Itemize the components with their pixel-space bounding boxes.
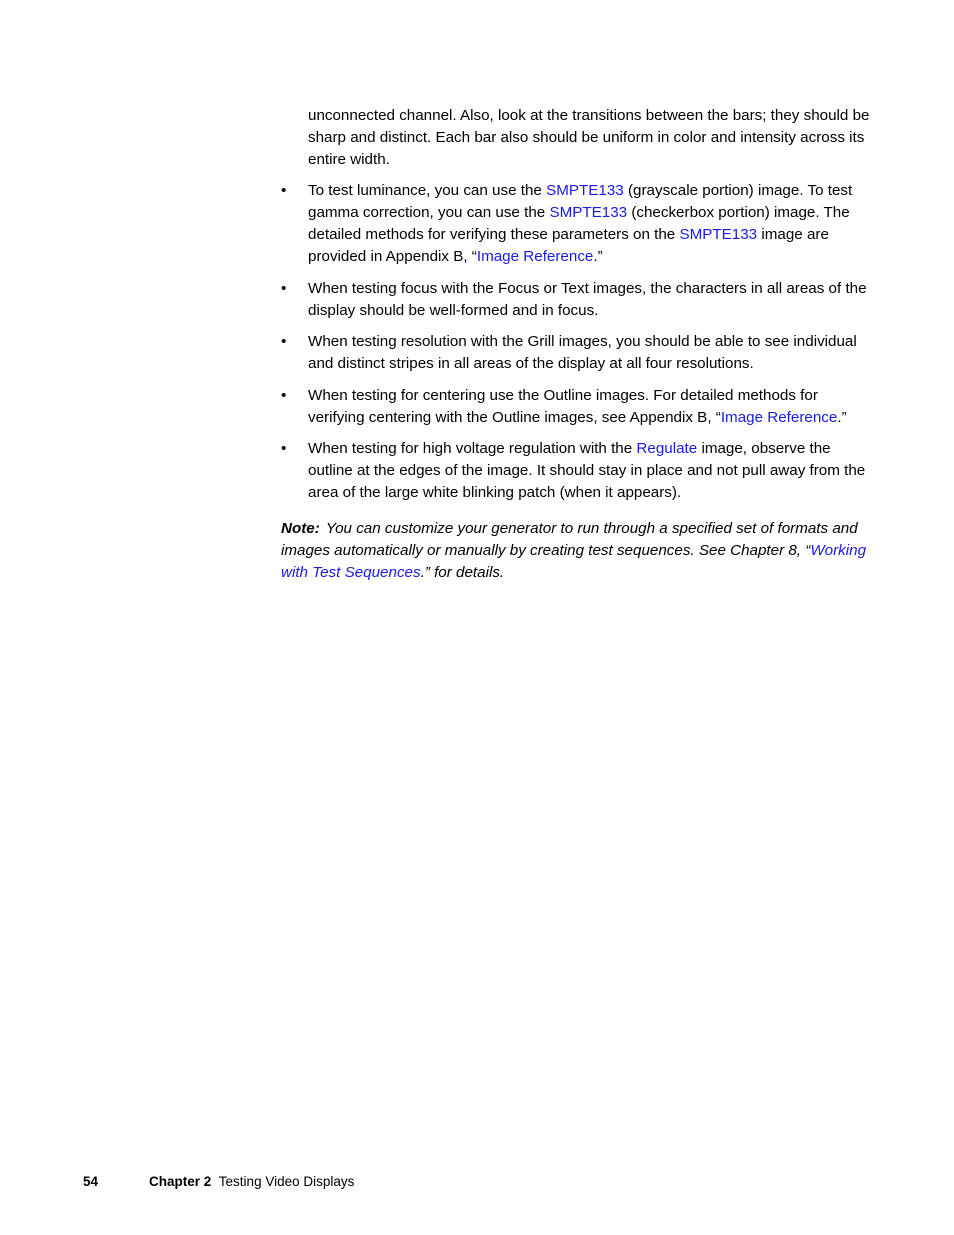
bullet-text: (grayscale portion) image. To test gamma correction, you can use the [308,182,853,221]
note-label: Note: [281,520,320,537]
bullet-text: image, observe the outline at the edges of the image. It should stay in place and not pull away from the area of the large white blinking patch (when it appears). [308,440,866,501]
smpte133-link[interactable]: SMPTE133 [679,226,758,243]
page-body [281,105,871,584]
bullet-text: .” [837,408,847,426]
bullet-item-focus [281,278,871,322]
note-text: You can customize your generator to run through a specified set of formats and images automatically or manually by creating test sequences. See Chapter 8, “ [281,520,858,559]
bullet-text: When testing for high voltage regulation with the [308,440,637,457]
chapter-label: Chapter 2 [149,1174,212,1189]
regulate-link[interactable]: Regulate [636,440,698,457]
bullet-icon: • [281,279,287,297]
bullet-item-resolution [281,331,871,375]
working-with-test-sequences-link[interactable]: Working with Test Sequences [281,542,867,581]
note-paragraph [281,518,871,584]
bullet-item-luminance [281,180,871,268]
page-number: 54 [83,1174,99,1189]
bullet-text: When testing for centering use the Outline images. For detailed methods for verifying centering with the Outline images, see Appendix B, “ [308,386,818,426]
bullet-text: When testing resolution with the Grill images, you should be able to see individual and distinct stripes in all areas of the display at all four resolutions. [308,333,857,372]
bullet-icon: • [281,386,287,404]
bullet-item-centering [281,385,871,429]
note-text: .” for details. [420,564,505,581]
bullet-text: image are provided in Appendix B, “ [308,226,829,265]
bullet-icon: • [281,182,287,199]
smpte133-link[interactable]: SMPTE133 [549,204,628,221]
page-footer [83,1172,354,1192]
bullet-icon: • [281,333,287,350]
chapter-title: Testing Video Displays [218,1174,355,1189]
image-reference-link[interactable]: Image Reference [476,248,594,265]
continued-paragraph: unconnected channel. Also, look at the transitions between the bars; they should be sharp and distinct. Each bar also should be uniform in color and intensity across its entire width. [308,107,870,168]
bullet-icon: • [281,440,287,457]
bullet-list [281,180,871,504]
bullet-text: When testing focus with the Focus or Text images, the characters in all areas of the display should be well-formed and in focus. [308,279,867,319]
smpte133-link[interactable]: SMPTE133 [546,182,624,199]
bullet-text: (checkerbox portion) image. The detailed methods for verifying these parameters on the [308,204,850,243]
bullet-text: .” [593,248,603,265]
image-reference-link[interactable]: Image Reference [720,408,838,426]
bullet-text: To test luminance, you can use the [308,182,547,199]
bullet-item-regulation [281,438,871,504]
